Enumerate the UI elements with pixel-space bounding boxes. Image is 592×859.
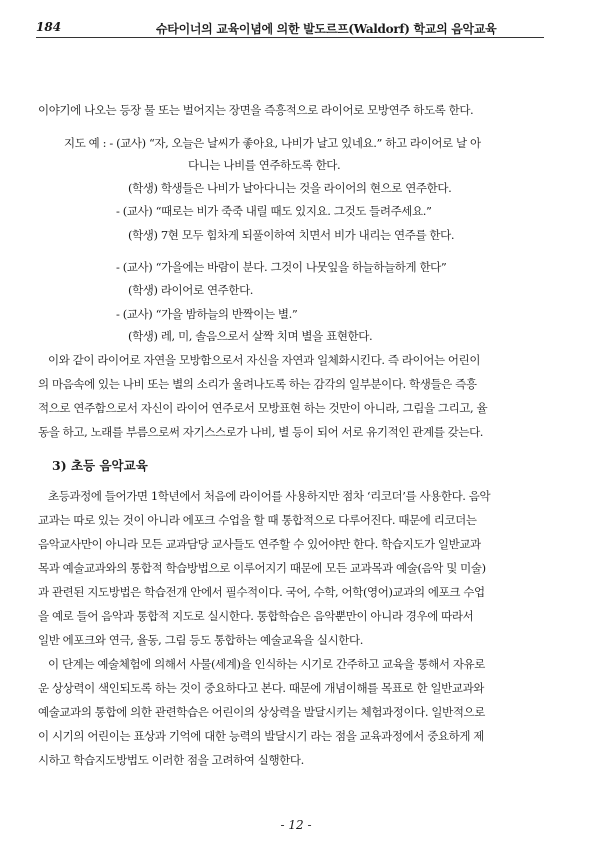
paragraph-line: 음악교사만이 아니라 모든 교과담당 교사들도 연주할 수 있어야만 한다. 학습지도가 일반교과 [38, 537, 481, 551]
dialogue-line: 다니는 나비를 연주하도록 한다. [188, 158, 341, 172]
dialogue-line: - (교사) “가을에는 바람이 분다. 그것이 나뭇잎을 하늘하늘하게 한다” [116, 260, 447, 274]
dialogue-line: 지도 예 : - (교사) “자, 오늘은 날씨가 좋아요, 나비가 날고 있네요.” 하고 라이어로 날 아 [64, 136, 481, 150]
paragraph-line: 이와 같이 라이어로 자연을 모방함으로서 자신을 자연과 일체화시킨다. 즉 라이어는 어린이 [48, 353, 481, 367]
dialogue-line: (학생) 7현 모두 힘차게 되풀이하여 치면서 비가 내리는 연주를 한다. [128, 228, 455, 242]
dialogue-line: (학생) 레, 미, 솔음으로서 살짝 치며 별을 표현한다. [128, 329, 373, 343]
section-heading: 3) 초등 음악교육 [52, 458, 148, 473]
paragraph-line: 이 단계는 예술체험에 의해서 사물(세계)을 인식하는 시기로 간주하고 교육을 통해서 자유로 [48, 657, 485, 671]
footer-page-number: - 12 - [280, 818, 312, 832]
page-header [36, 12, 544, 38]
paragraph-line: 운 상상력이 색인되도록 하는 것이 중요하다고 본다. 때문에 개념이해를 목표로 한 일반교과와 [38, 681, 485, 695]
paragraph-line: 과 관련된 지도방법은 학습전개 안에서 필수적이다. 국어, 수학, 어학(영어)교과의 에포크 수업 [38, 585, 485, 599]
paragraph-line: 이 시기의 어린이는 표상과 기억에 대한 능력의 발달시기 라는 점을 교육과정에서 중요하게 제 [38, 729, 485, 743]
paragraph-line: 적으로 연주함으로서 자신이 라이어 연주로서 모방표현 하는 것만이 아니라, 그림을 그리고, 율 [38, 401, 488, 415]
intro-line: 이야기에 나오는 등장 물 또는 벌어지는 장면을 즉흥적으로 라이어로 모방연주 하도록 한다. [38, 103, 474, 117]
dialogue-line: (학생) 라이어로 연주한다. [128, 283, 254, 297]
header-page-number: 184 [36, 20, 62, 34]
paragraph-line: 동을 하고, 노래를 부름으로써 자기스스로가 나비, 별 등이 되어 서로 유기적인 관계를 갖는다. [38, 425, 484, 439]
dialogue-line: - (교사) “때로는 비가 죽죽 내릴 때도 있지요. 그것도 들려주세요.” [116, 204, 432, 218]
header-rule [36, 37, 544, 38]
paragraph-line: 목과 예술교과와의 통합적 학습방법으로 이루어지기 때문에 모든 교과목과 예술(음악 및 미술) [38, 561, 486, 575]
paragraph-line: 교과는 따로 있는 것이 아니라 에포크 수업을 할 때 통합적으로 다루어진다. 때문에 리코더는 [38, 513, 477, 527]
running-title: 슈타이너의 교육이념에 의한 발도르프(Waldorf) 학교의 음악교육 [156, 22, 497, 36]
paragraph-line: 시하고 학습지도방법도 이러한 점을 고려하여 실행한다. [38, 753, 304, 767]
paragraph-line: 을 예로 들어 음악과 통합적 지도로 실시한다. 통합학습은 음악뿐만이 아니라 경우에 따라서 [38, 609, 474, 623]
paragraph-line: 의 마음속에 있는 나비 또는 별의 소리가 울려나도록 하는 감각의 일부분이다. 학생들은 즉흥 [38, 377, 477, 391]
paragraph-line: 초등과정에 들어가면 1학년에서 처음에 라이어를 사용하지만 점차 ‘리코더’를 사용한다. 음악 [48, 489, 491, 503]
dialogue-line: (학생) 학생들은 나비가 날아다니는 것을 라이어의 현으로 연주한다. [128, 181, 452, 195]
dialogue-line: - (교사) “가을 밤하늘의 반짝이는 별.” [116, 307, 298, 321]
paragraph-line: 예술교과의 통합에 의한 관련학습은 어린이의 상상력을 발달시키는 체험과정이다. 일반적으로 [38, 705, 485, 719]
paragraph-line: 일반 에포크와 연극, 율동, 그림 등도 통합하는 예술교육을 실시한다. [38, 633, 363, 647]
